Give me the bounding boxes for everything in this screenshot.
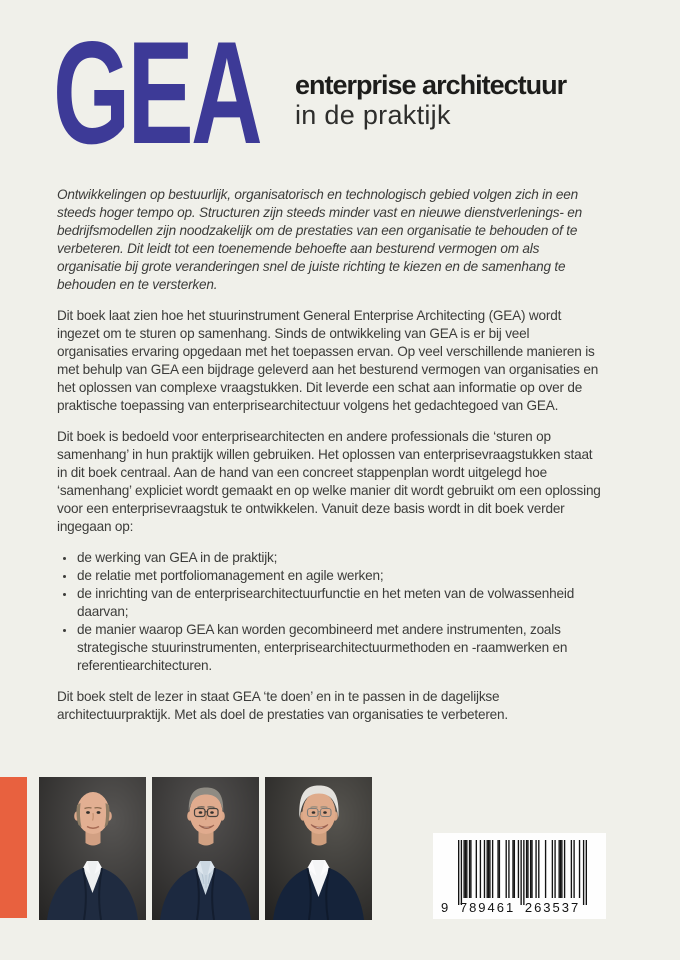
closing-paragraph: Dit boek stelt de lezer in staat GEA ‘te doen’ en in te passen in de dagelijkse architectuurpraktijk. Met als doel de prestaties van organisaties te verbeteren. — [57, 689, 508, 722]
intro-paragraph: Ontwikkelingen op bestuurlijk, organisatorisch en technologisch gebied volgen zich in een steeds hoger tempo op. Structuren zijn steeds minder vast en nieuwe dienstverlenings- en bedrijfsmodellen zijn noodzakelijk om de prestaties van een organisatie te behouden of te verbeteren. Dit leidt tot een toenemende behoefte aan besturend vermogen om als organisatie bij grote veranderingen snel de juiste richting te kiezen en de samenhang te behouden en te versterken. — [57, 187, 582, 292]
gea-logo: GEA — [53, 11, 260, 174]
back-cover-text — [57, 186, 602, 724]
isbn-barcode — [433, 833, 606, 919]
list-item: de werking van GEA in de praktijk; — [57, 549, 602, 567]
list-item: de inrichting van de enterprisearchitectuurfunctie en het meten van de volwassenheid daarvan; — [57, 585, 602, 621]
subtitle-line-light: in de praktijk — [295, 100, 451, 130]
subtitle — [295, 72, 566, 129]
topics-list — [57, 549, 602, 675]
barcode-bars — [458, 840, 587, 905]
list-item: de relatie met portfoliomanagement en agile werken; — [57, 567, 602, 585]
paragraph-audience: Dit boek is bedoeld voor enterprisearchitecten en andere professionals die ‘sturen op samenhang’ in hun praktijk willen gebruiken. Het oplossen van enterprisevraagstukken staat in dit boek centraal. Aan de hand van een concreet stappenplan wordt uitgelegd hoe ‘samenhang’ expliciet wordt gemaakt en op welke manier dit wordt gebruikt om een oplossing voor een enterprisevraagstuk te ontwikkelen. Vanuit deze basis wordt in dit boek verder ingegaan op: — [57, 429, 601, 534]
paragraph-about-book: Dit boek laat zien hoe het stuurinstrument General Enterprise Architecting (GEA) wordt ingezet om te sturen op samenhang. Sinds de ontwikkeling van GEA is er bij veel organisaties ervaring opgedaan met het toepassen ervan. Op veel verschillende manieren is met behulp van GEA een bijdrage geleverd aan het besturend vermogen van organisaties en het oplossen van complexe vraagstukken. Dit leverde een schat aan informatie op over de praktische toepassing van enterprisearchitectuur volgens het gedachtegoed van GEA. — [57, 308, 599, 413]
author-photo-1 — [39, 777, 146, 920]
author-photo-2 — [152, 777, 259, 920]
author-photo-3 — [265, 777, 372, 920]
isbn-number: 9 789461 263537 — [441, 900, 581, 915]
orange-accent-bar — [0, 777, 27, 918]
subtitle-line-bold: enterprise architectuur — [295, 70, 567, 100]
list-item: de manier waarop GEA kan worden gecombineerd met andere instrumenten, zoals strategische stuurinstrumenten, enterprisearchitectuurmethoden en -raamwerken en referentiearchitecturen. — [57, 621, 602, 675]
